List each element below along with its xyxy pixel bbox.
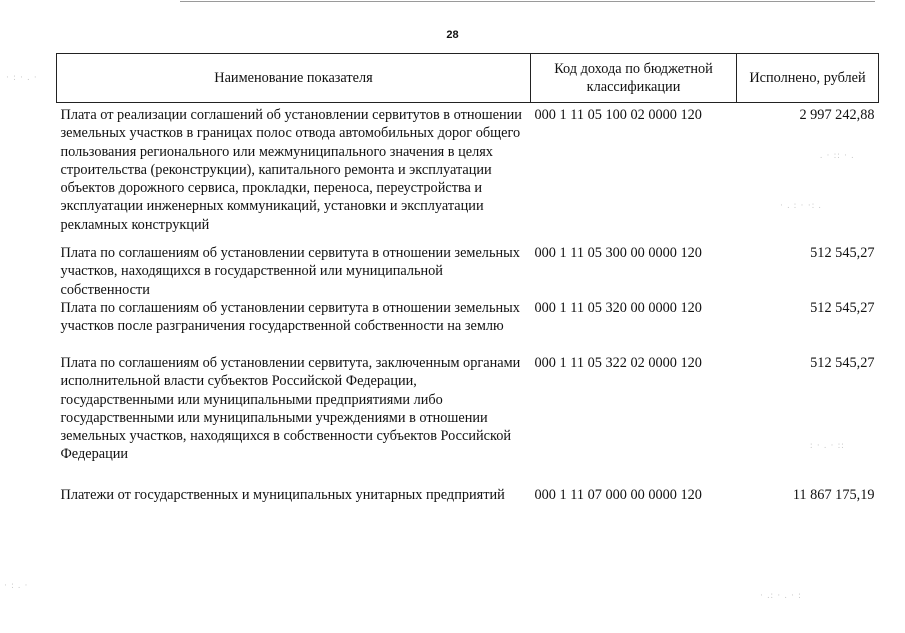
header-executed-amount: Исполнено, рублей [737,54,879,103]
scan-noise: · : . · [4,580,29,590]
table-row [57,244,879,299]
revenue-code: 000 1 11 05 100 02 0000 120 [534,107,702,123]
scan-noise: · : · . · [6,72,38,82]
indicator-name: Плата по соглашениям об установлении сервитута, заключенным органами исполнительной власти субъектов Российской Федерации, государственными или муниципальными предприятиями либо государственными или муниципальными учреждениями в отношении земельных участков, находящихся в собственности субъектов Российской Федерации [60,355,521,463]
executed-amount: 512 545,27 [810,355,875,371]
indicator-name: Плата по соглашениям об установлении сервитута в отношении земельных участков, находящихся в государственной или муниципальной собственности [60,245,520,298]
indicator-name: Плата от реализации соглашений об установлении сервитутов в отношении земельных участков в границах полос отвода автомобильных дорог общего пользования регионального или межмуниципального значения в целях строительства (реконструкции), капитального ремонта и эксплуатации объектов дорожного сервиса, прокладки, переноса, переустройства и эксплуатации инженерных коммуникаций, установки и эксплуатации рекламных конструкций [60,107,522,233]
executed-amount: 2 997 242,88 [799,107,875,123]
table-header-row [57,54,879,103]
executed-amount: 11 867 175,19 [792,487,875,503]
revenue-code: 000 1 11 05 300 00 0000 120 [534,245,702,261]
scan-noise: . · :: · . [820,150,855,160]
top-edge-line [180,1,875,2]
revenue-code: 000 1 11 05 320 00 0000 120 [534,300,702,316]
table-row [57,103,879,245]
revenue-code: 000 1 11 07 000 00 0000 120 [534,487,702,503]
scan-noise: : · . · :: [810,440,845,450]
table-row [57,486,879,526]
executed-amount: 512 545,27 [810,300,875,316]
table-row [57,299,879,354]
header-revenue-code: Код дохода по бюджетной классификации [531,54,737,103]
indicator-name: Платежи от государственных и муниципальных унитарных предприятий [60,487,505,503]
scan-noise: · .: · . · : [760,590,802,600]
scan-noise: · . : · ·: . [780,200,822,210]
budget-revenue-table [56,53,879,526]
header-indicator-name: Наименование показателя [57,54,531,103]
indicator-name: Плата по соглашениям об установлении сервитута в отношении земельных участков после разграничения государственной собственности на землю [60,300,520,335]
table-row [57,354,879,486]
revenue-code: 000 1 11 05 322 02 0000 120 [534,355,702,371]
page-number: 28 [446,29,459,41]
executed-amount: 512 545,27 [810,245,875,261]
